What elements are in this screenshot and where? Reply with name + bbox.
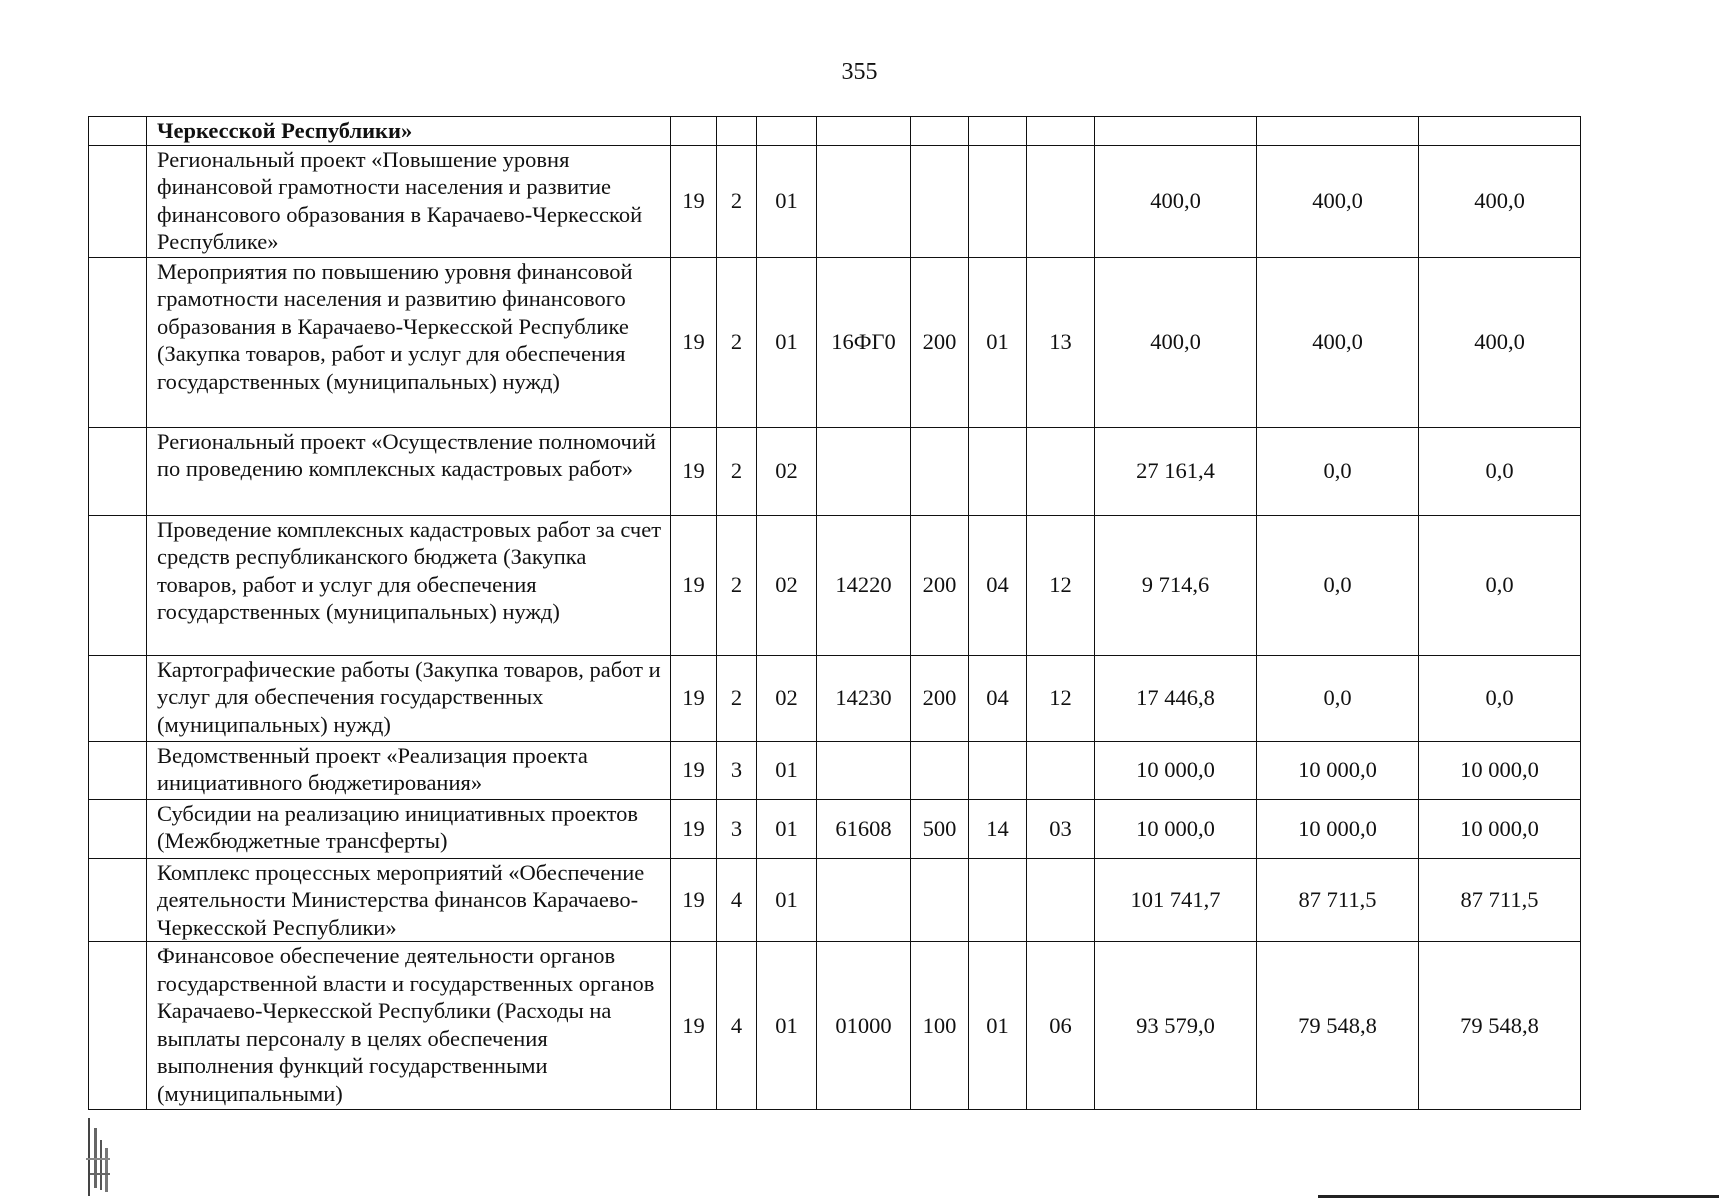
amount-cell: 0,0 (1419, 515, 1581, 655)
row-name-cell: Региональный проект «Осуществление полномочий по проведению комплексных кадастровых работ» (147, 427, 671, 515)
table-row (89, 427, 1581, 515)
amount-cell: 10 000,0 (1257, 741, 1419, 799)
amount-cell: 10 000,0 (1257, 799, 1419, 858)
row-index-cell (89, 257, 147, 427)
row-index-cell (89, 858, 147, 942)
code-cell: 06 (1027, 942, 1095, 1110)
code-cell (1027, 741, 1095, 799)
amount-cell: 0,0 (1419, 427, 1581, 515)
code-cell: 12 (1027, 655, 1095, 741)
amount-cell: 400,0 (1095, 257, 1257, 427)
amount-cell: 400,0 (1257, 257, 1419, 427)
amount-cell: 0,0 (1419, 655, 1581, 741)
code-cell (1027, 858, 1095, 942)
code-cell: 04 (969, 655, 1027, 741)
amount-cell: 400,0 (1419, 145, 1581, 257)
row-name-cell: Черкесской Республики» (147, 117, 671, 146)
code-cell: 01 (757, 799, 817, 858)
code-cell: 16ФГ0 (817, 257, 911, 427)
scan-artifact (86, 1118, 114, 1196)
code-cell: 01000 (817, 942, 911, 1110)
amount-cell: 400,0 (1257, 145, 1419, 257)
amount-cell: 0,0 (1257, 515, 1419, 655)
code-cell: 2 (717, 427, 757, 515)
code-cell: 19 (671, 942, 717, 1110)
code-cell: 02 (757, 427, 817, 515)
row-name-cell: Проведение комплексных кадастровых работ за счет средств республиканского бюджета (Закупка товаров, работ и услуг для обеспечения государственных (муниципальных) нужд) (147, 515, 671, 655)
amount-cell: 79 548,8 (1257, 942, 1419, 1110)
code-cell: 02 (757, 655, 817, 741)
code-cell (817, 427, 911, 515)
code-cell: 100 (911, 942, 969, 1110)
code-cell: 19 (671, 858, 717, 942)
amount-cell: 17 446,8 (1095, 655, 1257, 741)
row-name-cell: Комплекс процессных мероприятий «Обеспечение деятельности Министерства финансов Карачаево-Черкесской Республики» (147, 858, 671, 942)
code-cell: 2 (717, 655, 757, 741)
table-row (89, 858, 1581, 942)
code-cell (969, 145, 1027, 257)
row-index-cell (89, 145, 147, 257)
code-cell (1027, 427, 1095, 515)
amount-cell: 400,0 (1419, 257, 1581, 427)
amount-cell: 27 161,4 (1095, 427, 1257, 515)
row-name-cell: Финансовое обеспечение деятельности органов государственной власти и государственных органов Карачаево-Черкесской Республики (Расходы на выплаты персоналу в целях обеспечения выполнения функций государственными (муниципальными) (147, 942, 671, 1110)
code-cell: 13 (1027, 257, 1095, 427)
code-cell: 19 (671, 655, 717, 741)
row-name-cell: Субсидии на реализацию инициативных проектов (Межбюджетные трансферты) (147, 799, 671, 858)
code-cell: 14 (969, 799, 1027, 858)
code-cell: 4 (717, 858, 757, 942)
code-cell: 01 (969, 257, 1027, 427)
code-cell: 12 (1027, 515, 1095, 655)
code-cell: 19 (671, 741, 717, 799)
code-cell: 01 (757, 257, 817, 427)
row-index-cell (89, 655, 147, 741)
code-cell: 14230 (817, 655, 911, 741)
amount-cell: 10 000,0 (1095, 799, 1257, 858)
code-cell (817, 741, 911, 799)
table-row (89, 942, 1581, 1110)
code-cell: 61608 (817, 799, 911, 858)
code-cell (911, 858, 969, 942)
row-name-cell: Ведомственный проект «Реализация проекта инициативного бюджетирования» (147, 741, 671, 799)
row-name-cell: Региональный проект «Повышение уровня финансовой грамотности населения и развитие финансового образования в Карачаево-Черкесской Республике» (147, 145, 671, 257)
scan-edge-line (1318, 1195, 1719, 1198)
amount-cell: 93 579,0 (1095, 942, 1257, 1110)
amount-cell: 9 714,6 (1095, 515, 1257, 655)
table-row (89, 799, 1581, 858)
amount-cell: 10 000,0 (1419, 799, 1581, 858)
row-index-cell (89, 117, 147, 146)
table-row (89, 257, 1581, 427)
code-cell: 03 (1027, 799, 1095, 858)
code-cell: 19 (671, 427, 717, 515)
code-cell: 4 (717, 942, 757, 1110)
amount-cell: 87 711,5 (1419, 858, 1581, 942)
code-cell: 2 (717, 145, 757, 257)
code-cell: 04 (969, 515, 1027, 655)
code-cell: 2 (717, 515, 757, 655)
table-row (89, 655, 1581, 741)
code-cell: 01 (757, 741, 817, 799)
table-row (89, 515, 1581, 655)
code-cell: 01 (757, 942, 817, 1110)
amount-cell: 101 741,7 (1095, 858, 1257, 942)
code-cell: 14220 (817, 515, 911, 655)
budget-table (88, 116, 1581, 1110)
code-cell: 19 (671, 515, 717, 655)
code-cell: 01 (757, 858, 817, 942)
row-index-cell (89, 427, 147, 515)
amount-cell: 79 548,8 (1419, 942, 1581, 1110)
row-index-cell (89, 741, 147, 799)
row-index-cell (89, 515, 147, 655)
code-cell (911, 741, 969, 799)
code-cell (911, 427, 969, 515)
code-cell (969, 427, 1027, 515)
code-cell: 01 (969, 942, 1027, 1110)
code-cell: 19 (671, 799, 717, 858)
code-cell: 01 (757, 145, 817, 257)
amount-cell: 400,0 (1095, 145, 1257, 257)
code-cell (911, 145, 969, 257)
code-cell: 500 (911, 799, 969, 858)
amount-cell: 10 000,0 (1419, 741, 1581, 799)
row-name-cell: Мероприятия по повышению уровня финансовой грамотности населения и развитию финансового образования в Карачаево-Черкесской Республике (Закупка товаров, работ и услуг для обеспечения государственных (муниципальных) нужд) (147, 257, 671, 427)
code-cell (969, 858, 1027, 942)
code-cell (969, 741, 1027, 799)
row-name-cell: Картографические работы (Закупка товаров, работ и услуг для обеспечения государственных (муниципальных) нужд) (147, 655, 671, 741)
code-cell: 3 (717, 741, 757, 799)
code-cell: 3 (717, 799, 757, 858)
table-row (89, 117, 1581, 146)
amount-cell: 10 000,0 (1095, 741, 1257, 799)
amount-cell: 0,0 (1257, 655, 1419, 741)
amount-cell: 87 711,5 (1257, 858, 1419, 942)
table-row (89, 145, 1581, 257)
row-index-cell (89, 942, 147, 1110)
code-cell: 200 (911, 515, 969, 655)
code-cell (1027, 145, 1095, 257)
page-number: 355 (841, 59, 878, 85)
code-cell: 19 (671, 145, 717, 257)
code-cell (817, 858, 911, 942)
code-cell (817, 145, 911, 257)
code-cell: 2 (717, 257, 757, 427)
code-cell: 200 (911, 655, 969, 741)
amount-cell: 0,0 (1257, 427, 1419, 515)
table-row (89, 741, 1581, 799)
row-index-cell (89, 799, 147, 858)
code-cell: 02 (757, 515, 817, 655)
code-cell: 19 (671, 257, 717, 427)
code-cell: 200 (911, 257, 969, 427)
